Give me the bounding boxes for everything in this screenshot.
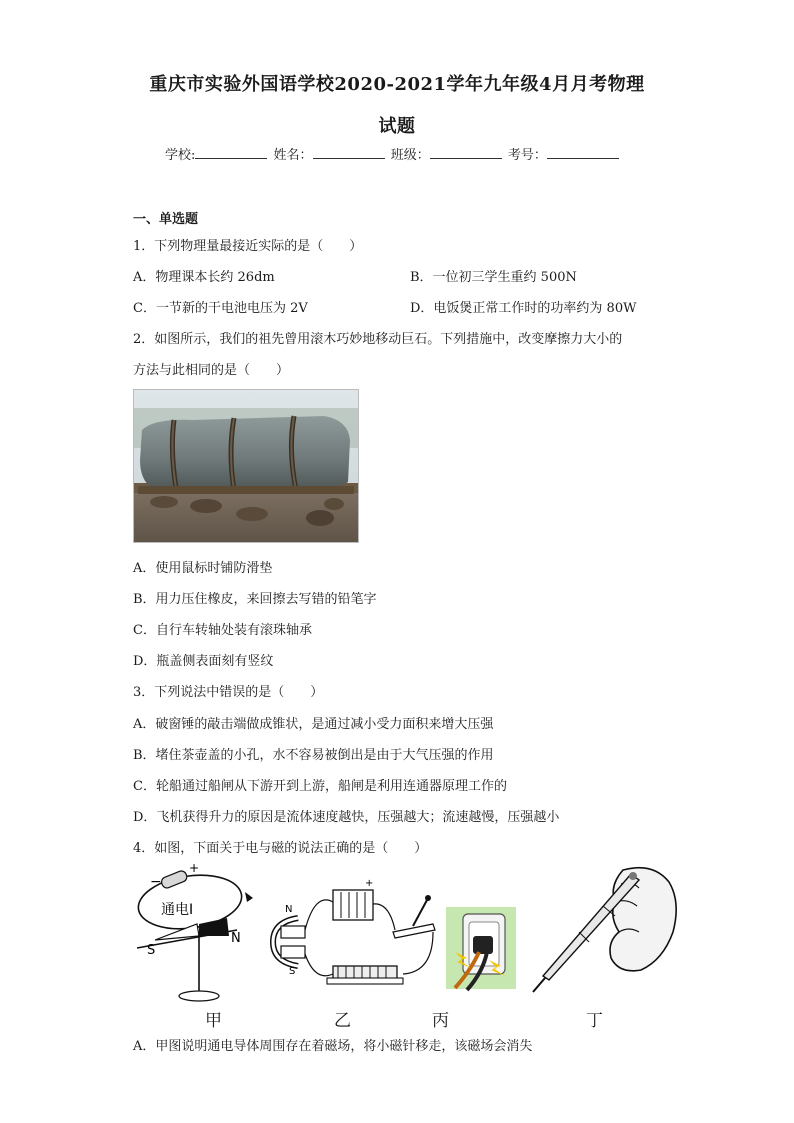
q1-option-b: B．一位初三学生重约 500N <box>410 270 577 285</box>
exam-title-line2: 试题 <box>378 116 416 137</box>
induction-circuit-diagram <box>273 878 435 984</box>
magnet-n-label: N <box>285 904 293 915</box>
q1-option-d: D．电饭煲正常工作时的功率约为 80W <box>410 301 637 316</box>
class-blank[interactable] <box>430 146 502 159</box>
q2-stem-line2: 方法与此相同的是（ ） <box>133 363 290 378</box>
exam-title-line1: 重庆市实验外国语学校2020-2021学年九年级4月月考物理 <box>149 74 645 95</box>
battery-minus-label: − <box>150 874 162 890</box>
q2-stem-line1: 2．如图所示，我们的祖先曾用滚木巧妙地移动巨石。下列措施中，改变摩擦力大小的 <box>133 332 623 347</box>
q1-option-c: C．一节新的干电池电压为 2V <box>133 301 308 316</box>
q3-option-a: A．破窗锤的敲击端做成锥状，是通过减小受力面积来增大压强 <box>133 717 494 732</box>
q3-option-d: D．飞机获得升力的原因是流体速度越快，压强越大；流速越慢，压强越小 <box>133 810 560 825</box>
magnet-s-label: S <box>289 966 296 977</box>
needle-s-label: S <box>147 943 156 958</box>
battery-plus-label: + <box>189 862 200 875</box>
school-label: 学校: <box>165 148 196 163</box>
section-heading: 一、单选题 <box>133 212 199 227</box>
q3-option-b: B．堵住茶壶盖的小孔，水不容易被倒出是由于大气压强的作用 <box>133 748 494 763</box>
q2-option-d: D．瓶盖侧表面刻有竖纹 <box>133 654 274 669</box>
current-label: 通电I <box>161 902 194 918</box>
class-label: 班级： <box>390 148 430 163</box>
q2-option-c: C．自行车转轴处装有滚珠轴承 <box>133 623 312 638</box>
student-info-fields <box>165 144 621 163</box>
socket-diagram <box>446 907 516 990</box>
q2-option-a: A．使用鼠标时铺防滑垫 <box>133 561 273 576</box>
q4-stem: 4．如图，下面关于电与磁的说法正确的是（ ） <box>133 841 428 856</box>
name-blank[interactable] <box>313 146 385 159</box>
needle-n-label: N <box>231 931 241 946</box>
oersted-diagram <box>135 862 253 1001</box>
q1-stem: 1．下列物理量最接近实际的是（ ） <box>133 239 363 254</box>
electromagnetism-figure <box>133 862 693 1027</box>
fig-label-bing: 丙 <box>432 1011 449 1031</box>
test-pen-diagram <box>533 868 676 992</box>
fig-label-yi: 乙 <box>334 1011 351 1031</box>
name-label: 姓名： <box>273 148 313 163</box>
id-label: 考号： <box>507 148 547 163</box>
fig-label-jia: 甲 <box>205 1011 222 1031</box>
stone-photo-illustration <box>134 390 358 542</box>
school-blank[interactable] <box>195 146 267 159</box>
q3-option-c: C．轮船通过船闸从下游开到上游，船闸是利用连通器原理工作的 <box>133 779 507 794</box>
q4-option-a: A．甲图说明通电导体周围存在着磁场，将小磁针移走，该磁场会消失 <box>133 1039 533 1054</box>
q3-stem: 3．下列说法中错误的是（ ） <box>133 685 324 700</box>
q1-option-a: A．物理课本长约 26dm <box>133 270 275 285</box>
cell-plus-label: + <box>365 878 374 889</box>
fig-label-ding: 丁 <box>586 1011 603 1031</box>
id-blank[interactable] <box>547 146 619 159</box>
rolling-logs-stone-photo <box>133 389 359 543</box>
q2-option-b: B．用力压住橡皮，来回擦去写错的铅笔字 <box>133 592 377 607</box>
electromagnetism-diagrams <box>133 862 693 1007</box>
